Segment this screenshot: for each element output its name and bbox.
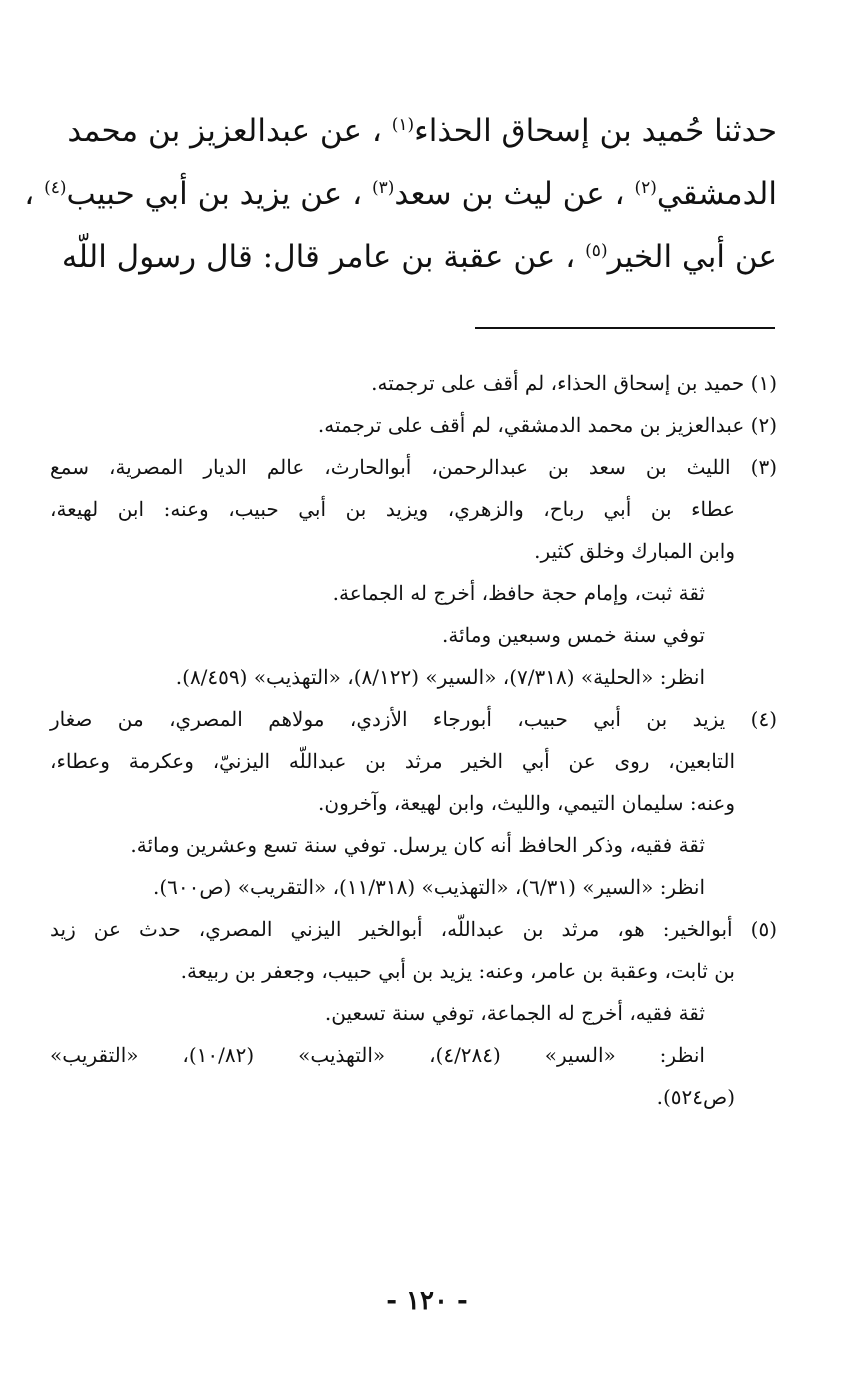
main-text-segment: ، عن عبدالعزيز بن محمد bbox=[67, 113, 382, 149]
footnote-3-line-4: ثقة ثبت، وإمام حجة حافظ، أخرج له الجماعة. bbox=[332, 581, 705, 605]
footnotes bbox=[50, 362, 777, 1118]
main-line-1 bbox=[67, 100, 777, 163]
footnote-2: (٢) عبدالعزيز بن محمد الدمشقي، لم أقف على ترجمته. bbox=[317, 413, 777, 437]
footnote-3-line-6: انظر: «الحلية» (٧/٣١٨)، «السير» (٨/١٢٢)، «التهذيب» (٨/٤٥٩). bbox=[175, 665, 705, 689]
footnote-3-line-1: (٣) الليث بن سعد بن عبدالرحمن، أبوالحارث، عالم الديار المصرية، سمع bbox=[50, 455, 777, 479]
footnote-ref-1[interactable]: (١) bbox=[391, 115, 415, 135]
main-text-segment: عن أبي الخير bbox=[607, 239, 777, 275]
footnote-3-line-3: وابن المبارك وخلق كثير. bbox=[534, 539, 735, 563]
footnote-separator bbox=[475, 327, 775, 329]
footnote-5-line-4: انظر: «السير» (٤/٢٨٤)، «التهذيب» (١٠/٨٢)، «التقريب» bbox=[50, 1043, 705, 1067]
footnote-ref-5[interactable]: (٥) bbox=[585, 241, 608, 261]
footnote-1: (١) حميد بن إسحاق الحذاء، لم أقف على ترجمته. bbox=[371, 371, 777, 395]
footnote-ref-2[interactable]: (٢) bbox=[634, 178, 657, 198]
footnote-3-line-5: توفي سنة خمس وسبعين ومائة. bbox=[442, 623, 705, 647]
main-text-segment: ، bbox=[24, 176, 35, 212]
footnote-4-line-1: (٤) يزيد بن أبي حبيب، أبورجاء الأزدي، مولاهم المصري، من صغار bbox=[50, 707, 777, 731]
main-line-3 bbox=[61, 226, 777, 289]
footnote-ref-3[interactable]: (٣) bbox=[371, 178, 395, 198]
footnote-4-line-2: التابعين، روى عن أبي الخير مرثد بن عبداللّه اليزنيّ، وعكرمة وعطاء، bbox=[50, 749, 735, 773]
footnote-5-line-5: (ص٥٢٤). bbox=[656, 1085, 735, 1109]
footnote-4-line-3: وعنه: سليمان التيمي، والليث، وابن لهيعة، وآخرون. bbox=[318, 791, 735, 815]
footnote-4-line-4: ثقة فقيه، وذكر الحافظ أنه كان يرسل. توفي سنة تسع وعشرين ومائة. bbox=[130, 833, 705, 857]
main-text-segment: ، عن عقبة بن عامر قال: قال رسول اللّه bbox=[61, 239, 576, 275]
main-line-2 bbox=[24, 163, 777, 226]
main-text bbox=[24, 100, 777, 289]
main-text-segment: ، عن يزيد بن أبي حبيب bbox=[66, 176, 363, 212]
main-text-segment: حدثنا حُميد بن إسحاق الحذاء bbox=[414, 113, 777, 149]
main-text-segment: الدمشقي bbox=[656, 176, 777, 212]
footnote-ref-4[interactable]: (٤) bbox=[44, 178, 67, 198]
main-text-segment: ، عن ليث بن سعد bbox=[394, 176, 625, 212]
footnote-5-line-2: بن ثابت، وعقبة بن عامر، وعنه: يزيد بن أبي حبيب، وجعفر بن ربيعة. bbox=[180, 959, 735, 983]
footnote-5-line-1: (٥) أبوالخير: هو، مرثد بن عبداللّه، أبوالخير اليزني المصري، حدث عن زيد bbox=[50, 917, 777, 941]
footnote-3-line-2: عطاء بن أبي رباح، والزهري، ويزيد بن أبي حبيب، وعنه: ابن لهيعة، bbox=[50, 497, 735, 521]
footnote-5-line-3: ثقة فقيه، أخرج له الجماعة، توفي سنة تسعين. bbox=[324, 1001, 705, 1025]
footnote-4-line-5: انظر: «السير» (٦/٣١)، «التهذيب» (١١/٣١٨)، «التقريب» (ص٦٠٠). bbox=[152, 875, 705, 899]
page-number: - ١٢٠ - bbox=[386, 1286, 468, 1316]
